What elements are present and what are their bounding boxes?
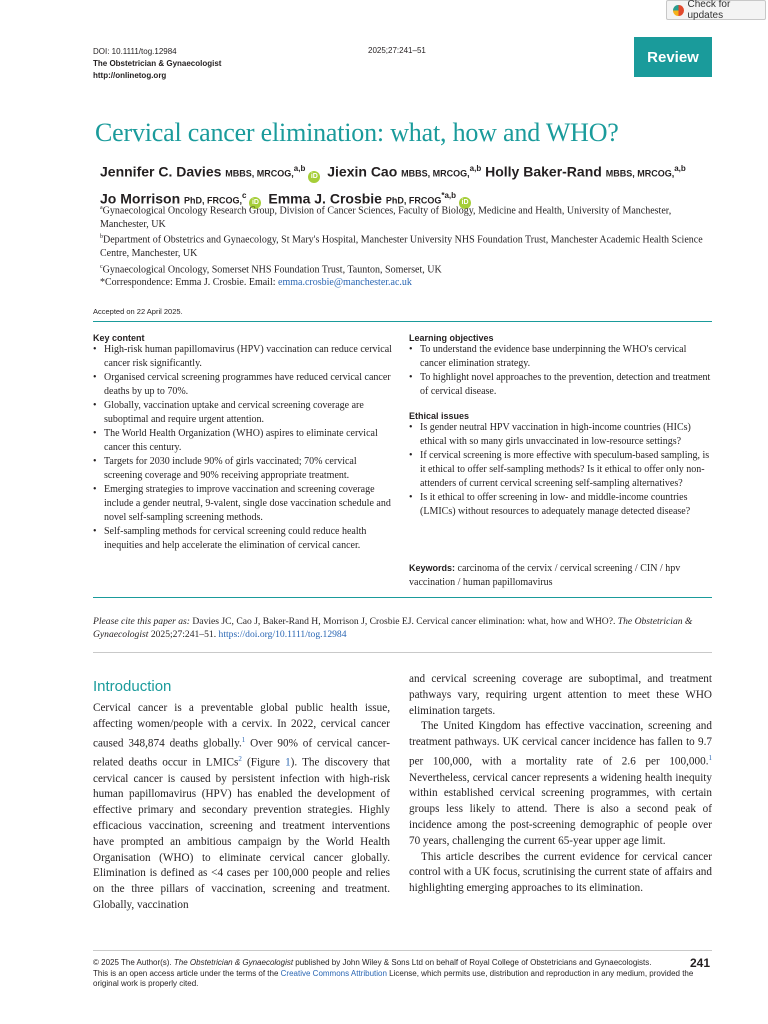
key-content-heading: Key content (93, 333, 145, 343)
section-tab: Review (634, 37, 712, 77)
accepted-date: Accepted on 22 April 2025. (93, 307, 183, 316)
affiliation-a (100, 202, 715, 231)
list-item: • To understand the evidence base underpinning the WHO's cervical cancer elimination strategy. (409, 343, 712, 371)
text-run: Nevertheless, cervical cancer represents a widening health inequity within established cervical screening programmes, with certain groups less likely to attend. There is also a second peak of incidence among the post-screening demographic of people over 70 years, challenging the current 65-year upper age limit. (409, 771, 712, 847)
text-run: Cervical cancer is a preventable global public health issue, affecting women/people with a cervix. In 2022, cervical cancer caused 348,874 deaths globally. (93, 702, 390, 750)
list-item: • To highlight novel approaches to the prevention, detection and treatment of cervical disease. (409, 371, 712, 399)
text-run: ). The discovery that cervical cancer is caused by persistent infection with high-risk human papillomavirus (HPV) has enabled the development of effective primary and secondary prevention strategies. Highly efficacious vaccination, screening and treatment interventions have prompted an ambitious campaign by the World Health Organisation (WHO) to eliminate cervical cancer globally. Elimination is defined as <4 cases per 100,000 people and relies on the three pillars of vaccination, screening and treatment. Globally, vaccination (93, 756, 391, 912)
citation-text: Davies JC, Cao J, Baker-Rand H, Morrison J, Crosbie EJ. Cervical cancer elimination: what, how and WHO?. (189, 616, 618, 627)
author-degrees: MBBS, MRCOG, (225, 168, 294, 179)
copyright-line (93, 958, 713, 969)
list-item: • Is gender neutral HPV vaccination in high-income countries (HICs) ethical with so many girls unvaccinated in low-resource settings? (409, 421, 712, 449)
license-link[interactable]: Creative Commons Attribution (280, 968, 387, 978)
list-item: • If cervical screening is more effective with speculum-based sampling, is it ethical to offer self-sampling methods? Is it ethical to offer only non-attenders of current cervical screening self-sampling alternatives? (409, 449, 712, 491)
check-for-updates-button[interactable] (666, 0, 766, 20)
reference-link[interactable]: 1 (241, 735, 246, 744)
author-degrees: MBBS, MRCOG, (401, 168, 470, 179)
learning-objectives-box (409, 333, 712, 399)
affil-sup: a (100, 205, 103, 211)
citation-journal: The Obstetrician & Gynaecologist (93, 616, 693, 640)
page-number: 241 (690, 956, 711, 970)
list-item: • Emerging strategies to improve vaccination and screening coverage include a gender neutral, 9-valent, single dose vaccination schedule and novel self-sampling screening methods. (93, 483, 395, 525)
ethical-issues-box (409, 411, 712, 519)
citation (93, 615, 713, 641)
footer-rule (93, 950, 712, 951)
text-run: The United Kingdom has effective vaccination, screening and treatment pathways. UK cervical cancer incidence has fallen to 9.7 per 100,000, with a mortality rate of 2.6 per 100,000. (409, 720, 712, 768)
body-column-right (409, 672, 712, 897)
affiliation-c (100, 261, 715, 277)
orcid-icon[interactable]: iD (308, 171, 320, 183)
affiliations (100, 202, 715, 290)
reference-link[interactable]: 1 (708, 753, 712, 762)
author-name: Emma J. Crosbie (268, 190, 382, 207)
crossmark-icon (673, 5, 684, 16)
citation-rest: 2025;27:241–51. (148, 629, 219, 640)
license-text: This is an open access article under the terms of the (93, 968, 281, 978)
keywords (409, 561, 712, 590)
journal-name: The Obstetrician & Gynaecologist (93, 59, 222, 68)
journal-url[interactable]: http://onlinetog.org (93, 71, 167, 80)
citation-doi-link[interactable]: https://doi.org/10.1111/tog.12984 (218, 629, 347, 640)
author-name: Jennifer C. Davies (100, 163, 222, 180)
paragraph (93, 701, 390, 914)
paragraph: This article describes the current evidence for cervical cancer control with a UK focus, scrutinising the current state of affairs and highlighting emerging approaches to its elimination. (409, 850, 712, 895)
ethical-issues-heading: Ethical issues (409, 411, 470, 421)
list-item: • Globally, vaccination uptake and cervical screening coverage are suboptimal and require urgent attention. (93, 399, 395, 427)
body-column-left (93, 701, 390, 914)
check-for-updates-label: Check for updates (687, 0, 731, 21)
citation-rule (93, 652, 712, 653)
key-content-box (93, 333, 395, 553)
affil-text: Gynaecological Oncology, Somerset NHS Foundation Trust, Taunton, Somerset, UK (102, 263, 442, 275)
doi: DOI: 10.1111/tog.12984 (93, 47, 177, 56)
figure-link[interactable]: 1 (285, 756, 291, 769)
list-item: • Is it ethical to offer screening in low- and middle-income countries (LMICs) without resources to adequately manage detected disease? (409, 491, 712, 519)
text-run: (Figure (241, 756, 286, 769)
list-item: • Targets for 2030 include 90% of girls vaccinated; 70% cervical screening coverage and 90% receiving appropriate treatment. (93, 455, 395, 483)
author-degrees: MBBS, MRCOG, (605, 168, 675, 179)
affiliation-b (100, 231, 715, 260)
author-name: Jo Morrison (100, 190, 181, 207)
journal-header (93, 46, 221, 82)
orcid-icon[interactable]: iD (249, 197, 261, 209)
email-link[interactable]: emma.crosbie@manchester.ac.uk (278, 277, 412, 289)
list-item: • The World Health Organization (WHO) aspires to eliminate cervical cancer this century. (93, 427, 395, 455)
article-title: Cervical cancer elimination: what, how and WHO? (95, 118, 619, 147)
author-name: Holly Baker-Rand (485, 163, 602, 180)
volume-info: 2025;27:241–51 (368, 46, 426, 55)
author-affil-sup: a,b (674, 164, 686, 173)
license-text: License, which permits use, distribution and reproduction in any medium, provided the original work is properly cited. (93, 968, 694, 988)
list-item: • High-risk human papillomavirus (HPV) vaccination can reduce cervical cancer risk significantly. (93, 343, 395, 371)
footer-journal: The Obstetrician & Gynaecologist (173, 958, 294, 967)
paragraph: and cervical screening coverage are suboptimal, and treatment pathways vary, requiring urgent attention to meet these WHO elimination targets. (409, 673, 712, 717)
author-affil-sup: c (242, 190, 247, 200)
author-affil-sup: *a,b (441, 190, 457, 200)
license-footer (93, 958, 713, 990)
section-heading-introduction: Introduction (93, 678, 172, 695)
author-affil-sup: a,b (293, 164, 306, 173)
text-run: Over 90% of cervical cancer-related deaths occur in LMICs (93, 737, 390, 769)
author-affil-sup: a,b (469, 164, 482, 173)
list-item: • Self-sampling methods for cervical screening could reduce health inequities and help accelerate the elimination of cervical cancer. (93, 525, 395, 553)
list-item: • Organised cervical screening programmes have reduced cervical cancer deaths by up to 70%. (93, 371, 395, 399)
author-name: Jiexin Cao (327, 163, 398, 180)
copyright-text: © 2025 The Author(s). (93, 958, 174, 967)
correspondence (100, 276, 715, 290)
paragraph (409, 719, 712, 849)
author-degrees: PhD, FRCOG, (184, 195, 243, 206)
citation-lead: Please cite this paper as: (93, 616, 190, 627)
reference-link[interactable]: 2 (238, 755, 242, 764)
orcid-icon[interactable]: iD (459, 197, 471, 209)
learning-objectives-heading: Learning objectives (409, 333, 494, 343)
license-line (93, 969, 713, 990)
footer-publisher: published by John Wiley & Sons Ltd on behalf of Royal College of Obstetricians and Gynaecologists. (293, 958, 652, 967)
affil-text: Gynaecological Oncology Research Group, Division of Cancer Sciences, Faculty of Biology, Medicine and Health, University of Manchester, Manchester, UK (100, 205, 672, 230)
author-degrees: PhD, FRCOG (385, 195, 442, 206)
keywords-text: carcinoma of the cervix / cervical screening / CIN / hpv vaccination / human papillomavirus (409, 563, 681, 588)
affil-sup: b (100, 234, 103, 241)
keywords-label: Keywords: (409, 563, 456, 573)
correspondence-text: *Correspondence: Emma J. Crosbie. Email: (100, 277, 279, 289)
box-bottom-rule (93, 597, 712, 598)
box-top-rule (93, 321, 712, 322)
affil-text: Department of Obstetrics and Gynaecology, St Mary's Hospital, Manchester University NHS Foundation Trust, Manchester Academic Health Science Centre, Manchester, UK (100, 234, 703, 260)
affil-sup: c (100, 263, 103, 270)
